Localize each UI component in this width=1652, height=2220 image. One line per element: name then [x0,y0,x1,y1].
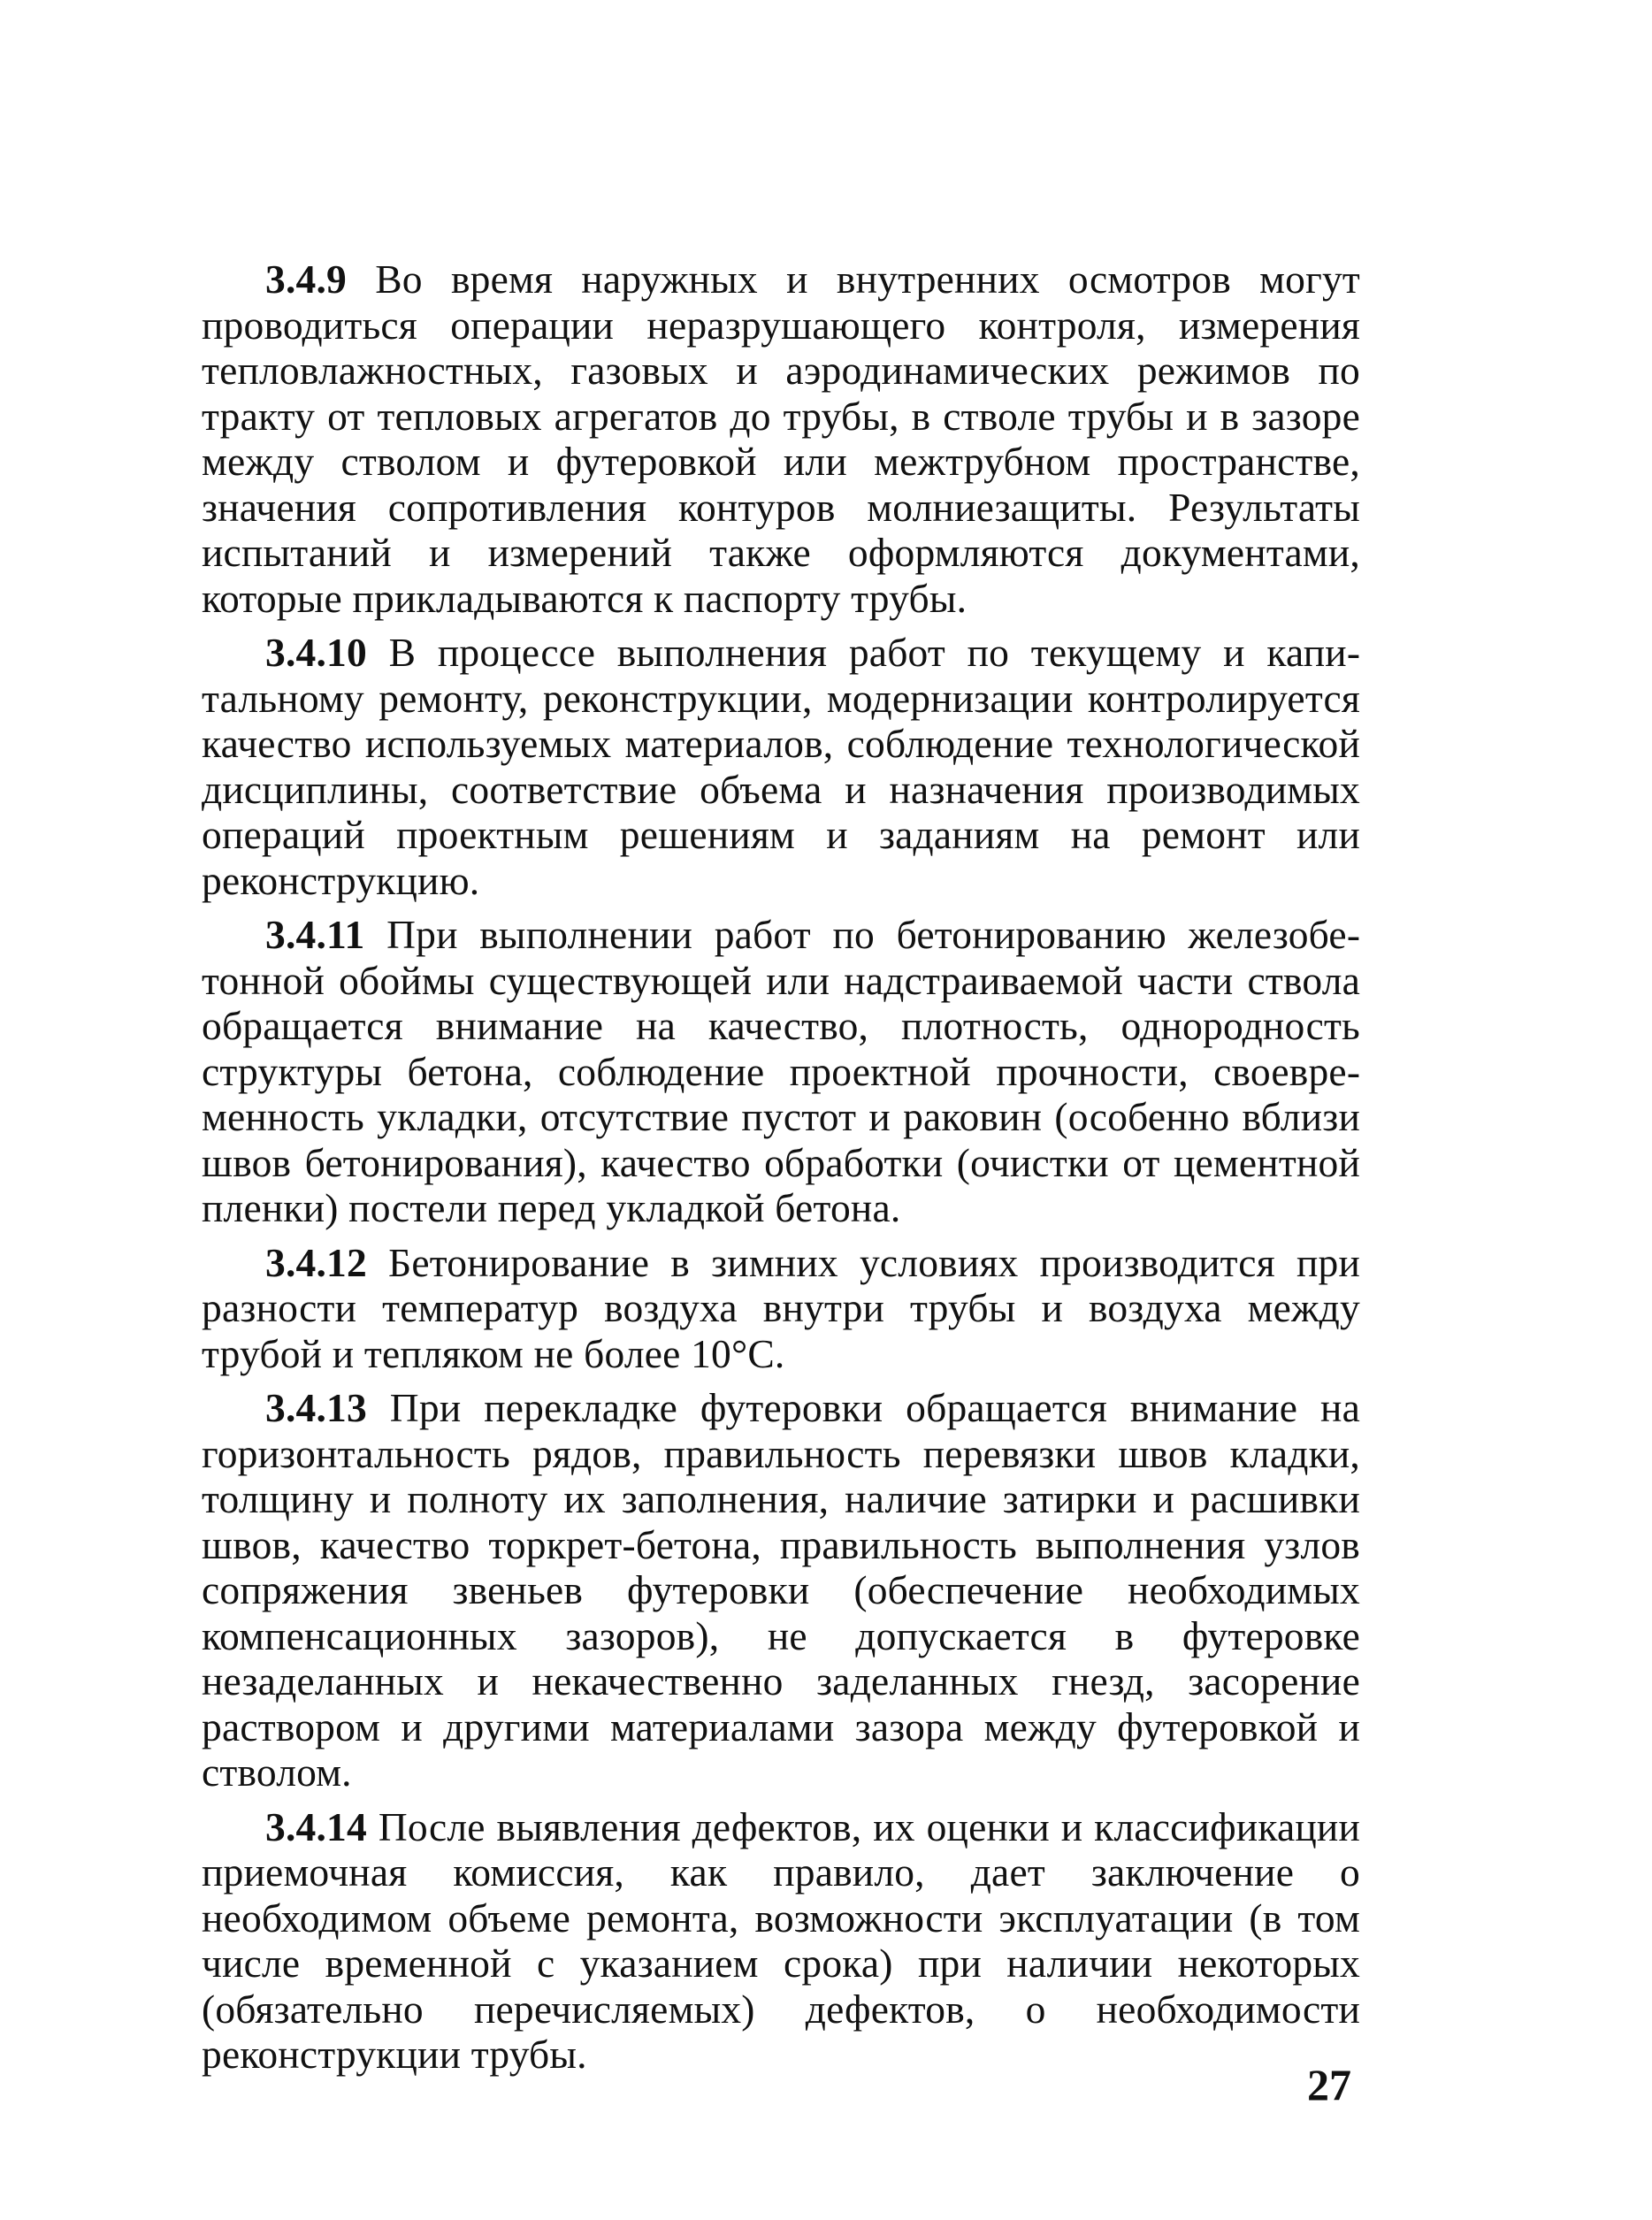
page-number: 27 [1307,2060,1351,2109]
paragraph-3-4-10 [202,630,1360,903]
paragraph-number: 3.4.13 [265,1385,367,1430]
paragraph-number: 3.4.9 [265,256,347,302]
paragraph-number: 3.4.14 [265,1803,367,1849]
paragraph-text: При выполнении работ по бетонированию железобетонной обоймы существующей или надстраиваемой части ствола обращается внимание на качество, плотность, однородность структуры бетона, соблюдение проектной прочности, своевременность укладки, отсутствие пустот и раковин (особенно вблизи швов бетонирования), качество обработки (очистки от цементной пленки) постели перед укладкой бетона. [202,912,1360,1230]
paragraph-number: 3.4.12 [265,1239,367,1285]
paragraph-3-4-13 [202,1385,1360,1795]
paragraph-text: После выявления дефектов, их оценки и классификации приемочная комиссия, как правило, дает заключение о необходимом объеме ремонта, возможности эксплуатации (в том числе временной с указанием срока) при наличии некоторых (обязательно перечисляемых) дефектов, о необходимости реконструкции трубы. [202,1803,1360,2077]
paragraph-number: 3.4.11 [265,912,365,957]
paragraph-3-4-9 [202,256,1360,621]
paragraph-text: При перекладке футеровки обращается внимание на горизонтальность рядов, правильность перевязки швов кладки, толщину и полноту их заполнения, наличие затирки и расшивки швов, качество торкрет-бетона, правильность выполнения узлов сопряжения звеньев футеровки (обеспечение необходимых компенсационных зазоров), не допускается в футеровке незаделанных и некачественно заделанных гнезд, засорение раствором и другими материалами зазора между футеровкой и стволом. [202,1385,1360,1795]
paragraph-text: В процессе выполнения работ по текущему и капитальному ремонту, реконструкции, модернизации контролируется качество используемых материалов, соблюдение технологической дисциплины, соответствие объема и назначения производимых операций проектным решениям и заданиям на ремонт или реконструкцию. [202,630,1360,903]
paragraph-3-4-11 [202,912,1360,1231]
paragraph-3-4-12 [202,1240,1360,1377]
paragraph-text: Бетонирование в зимних условиях производится при разности температур воздуха внутри трубы и воздуха между трубой и тепляком не более 10°С. [202,1239,1360,1376]
paragraph-text: Во время наружных и внутренних осмотров могут проводиться операции неразрушающего контроля, измерения тепловлажностных, газовых и аэродинамических режимов по тракту от тепловых агрегатов до трубы, в стволе трубы и в зазоре между стволом и футеровкой или межтрубном пространстве, значения сопротивления контуров молниезащиты. Результаты испытаний и измерений также оформляются документами, которые прикладываются к паспорту трубы. [202,256,1360,621]
document-body [202,256,1360,2086]
paragraph-3-4-14 [202,1804,1360,2078]
paragraph-number: 3.4.10 [265,630,367,675]
